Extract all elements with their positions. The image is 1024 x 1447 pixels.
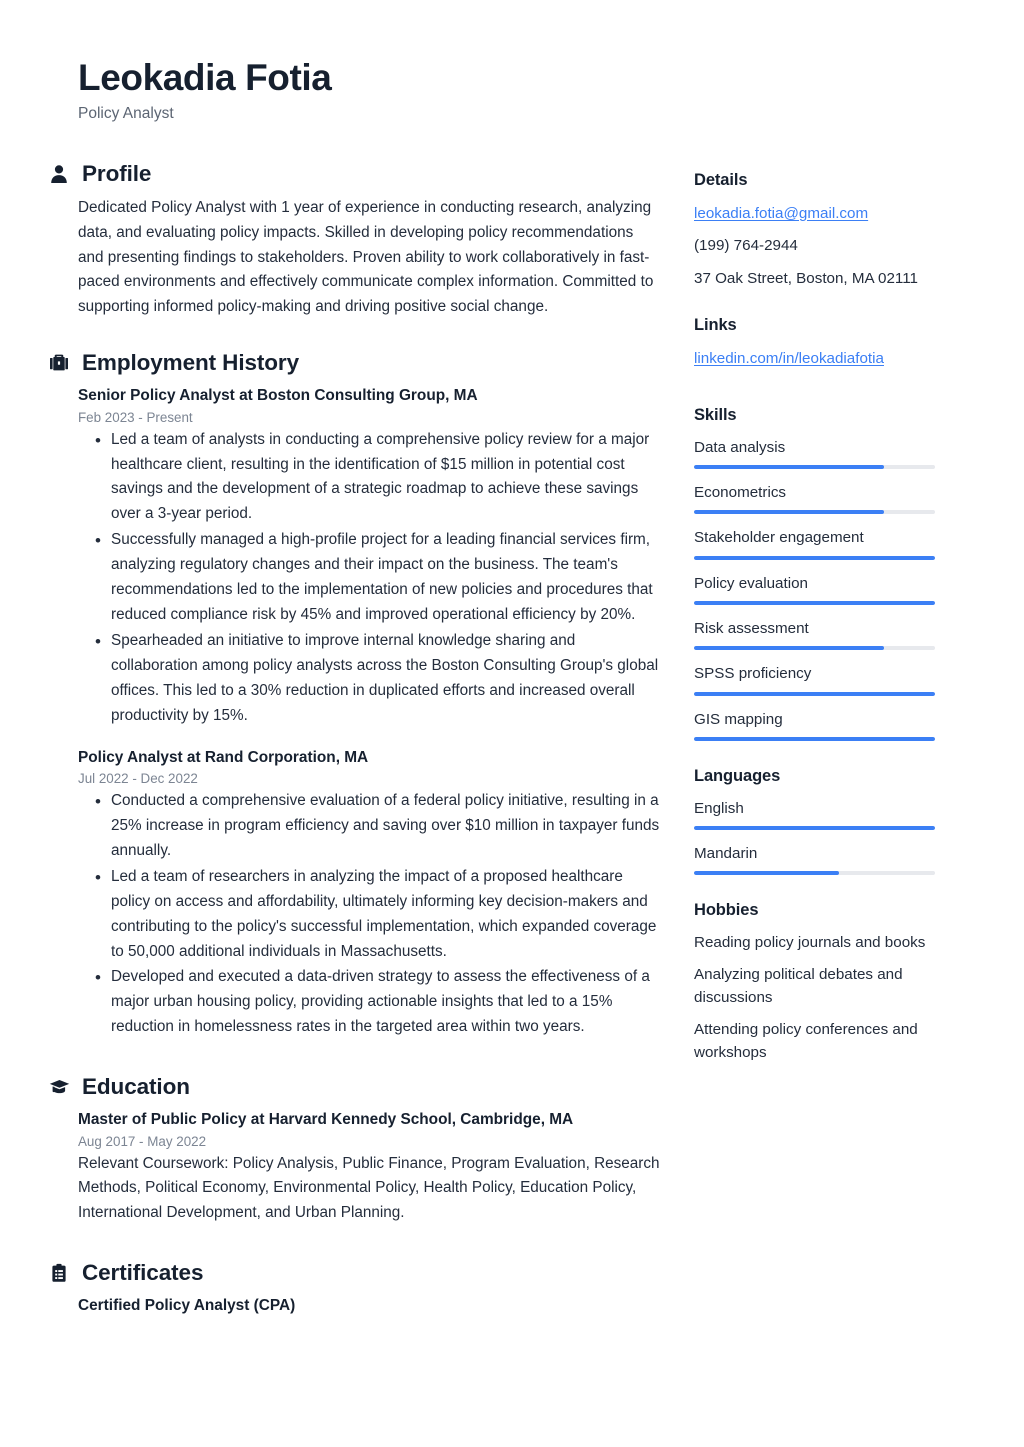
section-title-profile: Profile — [82, 160, 152, 186]
entry-date: Feb 2023 - Present — [78, 409, 193, 425]
hobby-item: Analyzing political debates and discussions — [694, 966, 903, 1007]
section-body-certificates — [48, 1295, 660, 1317]
profile-text: Dedicated Policy Analyst with 1 year of experience in conducting research, analyzing data, and evaluating policy impacts. Skilled in developing policy recommendations and presenting findings to stakeholders. Proven ability to work collaboratively in fast-paced environments and effectively communicate complex information. Committed to supporting informed policy-making and driving positive social change. — [78, 198, 654, 316]
skill-label: Policy evaluation — [694, 574, 808, 592]
job-title: Policy Analyst — [78, 104, 174, 122]
skill-item — [694, 709, 964, 741]
skill-label: GIS mapping — [694, 710, 783, 728]
skill-level-fill — [694, 465, 884, 469]
section-title-education: Education — [82, 1074, 190, 1100]
list-item: • Conducted a comprehensive evaluation of a federal policy initiative, resulting in a 25% increase in program efficiency and saving over $10 million in taxpayer funds annually. — [78, 789, 660, 864]
certificate-entry — [78, 1295, 660, 1317]
skill-level-bar — [694, 646, 935, 650]
skill-level-bar — [694, 556, 935, 560]
section-education — [48, 1074, 660, 1226]
briefcase-icon — [48, 352, 70, 374]
skill-item — [694, 663, 964, 695]
skill-level-fill — [694, 692, 935, 696]
skill-item — [694, 527, 964, 559]
entry-date: Jul 2022 - Dec 2022 — [78, 770, 198, 786]
skill-level-fill — [694, 510, 884, 514]
section-title-certificates: Certificates — [82, 1260, 204, 1286]
skill-level-bar — [694, 465, 935, 469]
entry-date: Aug 2017 - May 2022 — [78, 1133, 207, 1149]
language-level-bar — [694, 826, 935, 830]
list-item: • Led a team of researchers in analyzing the impact of a proposed healthcare policy on access and affordability, ultimately informing key decision-makers and contributing to the policy's successful implementation, which expanded coverage to 50,000 additional individuals in Massachusetts. — [78, 865, 660, 965]
entry-bullet-list — [78, 428, 660, 729]
language-label: English — [694, 799, 744, 817]
employment-entry — [78, 747, 660, 1041]
entry-title: Policy Analyst at Rand Corporation, MA — [78, 748, 369, 766]
entry-bullet-list — [78, 789, 660, 1040]
skill-level-fill — [694, 737, 935, 741]
phone-number: (199) 764-2944 — [694, 237, 798, 255]
sidebar-title-hobbies: Hobbies — [694, 901, 759, 920]
skill-level-bar — [694, 510, 935, 514]
section-title-employment: Employment History — [82, 350, 299, 376]
sidebar-title-languages: Languages — [694, 766, 781, 785]
list-item: • Led a team of analysts in conducting a comprehensive policy review for a major healthcare client, resulting in the identification of $15 million in potential cost savings and the development of a strategic roadmap to achieve these savings over a 3-year period. — [78, 428, 660, 528]
section-certificates — [48, 1260, 660, 1317]
skill-item — [694, 573, 964, 605]
language-level-fill — [694, 871, 839, 875]
section-profile — [48, 161, 660, 321]
skill-level-fill — [694, 556, 935, 560]
resume-header — [0, 0, 1024, 123]
sidebar-column — [694, 161, 964, 1091]
hobby-item: Reading policy journals and books — [694, 934, 926, 952]
skill-label: SPSS proficiency — [694, 665, 812, 683]
section-header-profile — [48, 161, 660, 187]
hobby-item: Attending policy conferences and workshops — [694, 1020, 918, 1061]
list-item: • Successfully managed a high-profile project for a leading financial services firm, analyzing regulatory changes and their impact on the business. The team's recommendations led to the implementation of new policies and procedures that reduced compliance risk by 45% and improved operational efficiency by 20%. — [78, 528, 660, 628]
skill-label: Data analysis — [694, 438, 786, 456]
skill-label: Econometrics — [694, 484, 787, 502]
skill-label: Stakeholder engagement — [694, 529, 864, 547]
language-label: Mandarin — [694, 845, 758, 863]
sidebar-title-skills: Skills — [694, 405, 737, 424]
sidebar-title-links: Links — [694, 316, 737, 335]
section-header-education — [48, 1074, 660, 1100]
skill-item — [694, 482, 964, 514]
graduation-cap-icon — [48, 1076, 70, 1098]
entry-title: Certified Policy Analyst (CPA) — [78, 1297, 296, 1315]
linkedin-link[interactable]: linkedin.com/in/leokadiafotia — [694, 350, 884, 368]
sidebar-block-languages — [694, 767, 964, 876]
sidebar-block-links — [694, 316, 964, 380]
resume-columns — [0, 161, 1024, 1324]
sidebar-title-details: Details — [694, 170, 748, 189]
section-body-education — [48, 1109, 660, 1226]
skill-level-fill — [694, 646, 884, 650]
skill-item — [694, 618, 964, 650]
list-item: • Developed and executed a data-driven strategy to assess the effectiveness of a major urban housing policy, providing actionable insights that led to a 15% reduction in homelessness rates in the targeted area within two years. — [78, 965, 660, 1040]
section-employment-history — [48, 350, 660, 1040]
language-item — [694, 843, 964, 875]
address: 37 Oak Street, Boston, MA 02111 — [694, 269, 919, 287]
skill-label: Risk assessment — [694, 620, 809, 638]
skill-level-bar — [694, 601, 935, 605]
section-body-profile — [48, 196, 660, 321]
email-link[interactable]: leokadia.fotia@gmail.com — [694, 204, 869, 222]
main-column — [48, 161, 660, 1324]
entry-description: Relevant Coursework: Policy Analysis, Public Finance, Program Evaluation, Research Methods, Political Economy, Environmental Policy, Health Policy, Education Policy, International Development, and Urban Planning. — [78, 1154, 660, 1222]
sidebar-block-skills — [694, 406, 964, 741]
entry-title: Senior Policy Analyst at Boston Consulting Group, MA — [78, 387, 478, 405]
education-entry — [78, 1109, 660, 1226]
section-body-employment — [48, 385, 660, 1040]
language-level-fill — [694, 826, 935, 830]
page-title: Leokadia Fotia — [78, 57, 332, 98]
skill-item — [694, 437, 964, 469]
language-item — [694, 798, 964, 830]
skill-level-bar — [694, 692, 935, 696]
language-level-bar — [694, 871, 935, 875]
section-header-certificates — [48, 1260, 660, 1286]
sidebar-block-hobbies — [694, 901, 964, 1064]
section-header-employment — [48, 350, 660, 376]
employment-entry — [78, 385, 660, 728]
clipboard-icon — [48, 1262, 70, 1284]
sidebar-block-details — [694, 171, 964, 291]
entry-title: Master of Public Policy at Harvard Kennedy School, Cambridge, MA — [78, 1111, 574, 1129]
list-item: • Spearheaded an initiative to improve internal knowledge sharing and collaboration among policy analysts across the Boston Consulting Group's global offices. This led to a 30% reduction in duplicated efforts and increased overall productivity by 15%. — [78, 629, 660, 729]
skill-level-fill — [694, 601, 935, 605]
skill-level-bar — [694, 737, 935, 741]
user-icon — [48, 163, 70, 185]
